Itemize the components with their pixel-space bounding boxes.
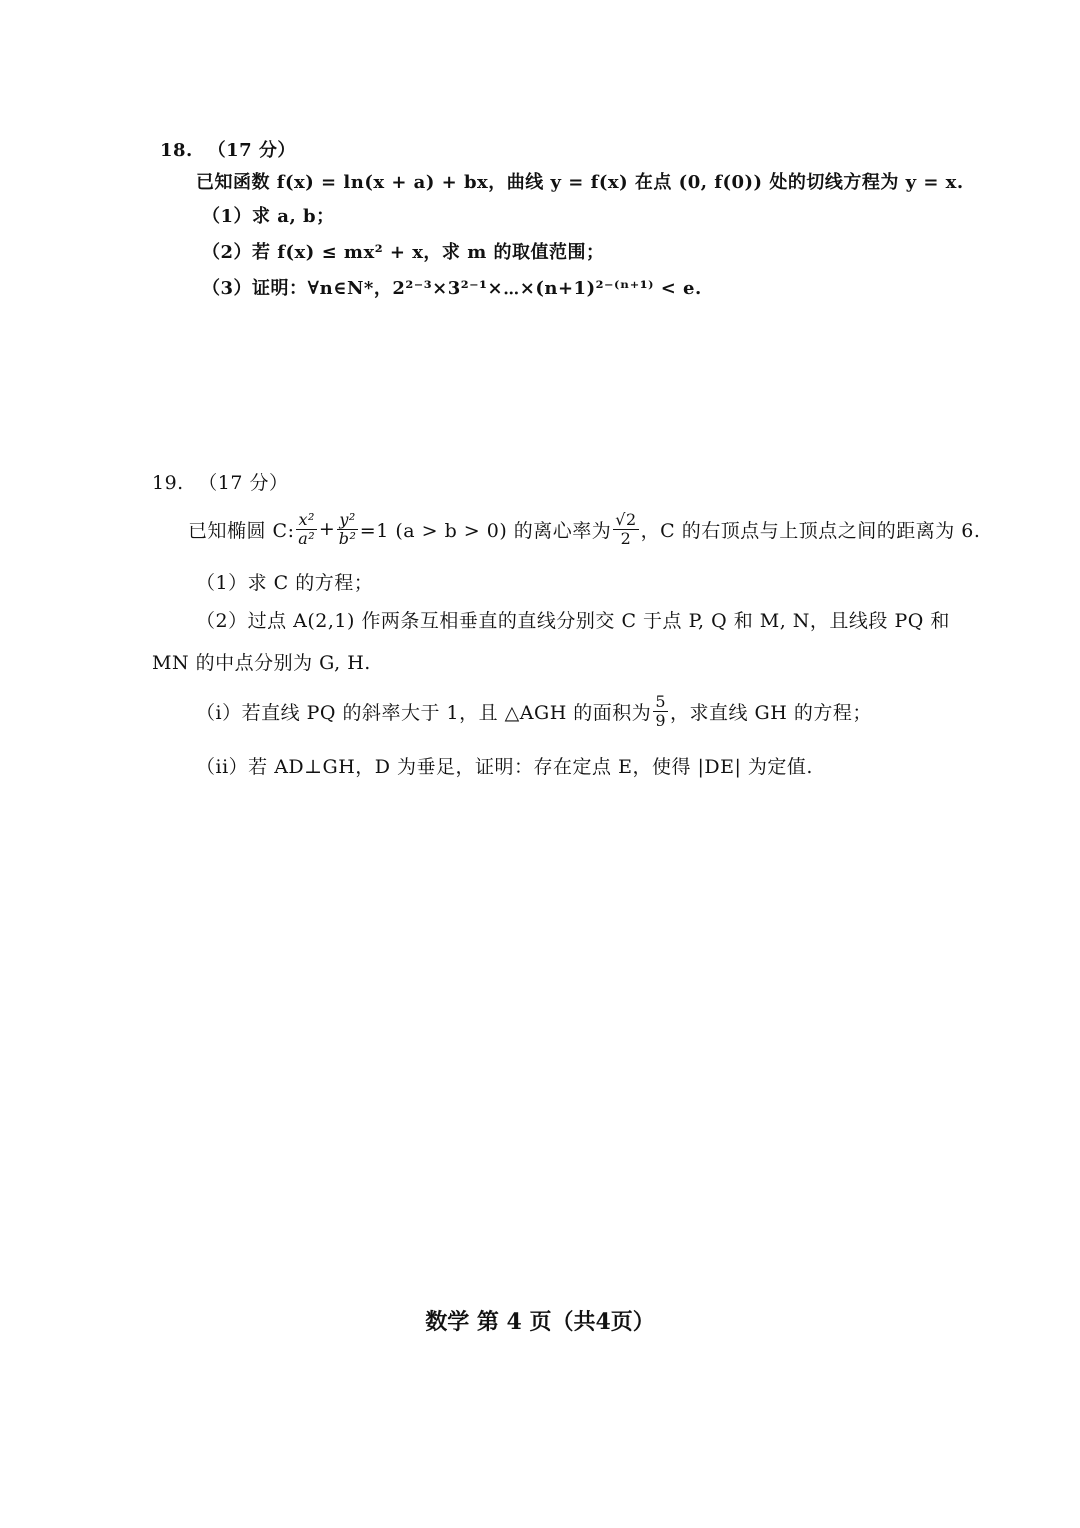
question-points: （17 分） — [207, 140, 296, 161]
sub-i-prefix: （i）若直线 PQ 的斜率大于 1，且 △AGH 的面积为 — [196, 701, 652, 724]
fraction-5-over-9 — [653, 691, 668, 730]
question-18-stem: 已知函数 f(x) = ln(x + a) + bx，曲线 y = f(x) 在点 (0, f(0)) 处的切线方程为 y = x. — [196, 172, 964, 193]
stem-middle: =1 (a > b > 0) 的离心率为 — [359, 519, 612, 542]
question-19-part-2-line-1: （2）过点 A(2,1) 作两条互相垂直的直线分别交 C 于点 P, Q 和 M, N，且线段 PQ 和 — [196, 610, 950, 632]
question-19-stem — [188, 506, 980, 552]
question-18-header — [160, 136, 296, 162]
numerator: x² — [298, 509, 315, 529]
plus-sign: + — [318, 518, 336, 540]
denominator: b² — [338, 528, 357, 548]
denominator: a² — [298, 528, 316, 548]
fraction-y2-b2 — [337, 509, 357, 548]
question-18-part-3: （3）证明：∀n∈N*，2²⁻³×3²⁻¹×⋯×(n+1)²⁻⁽ⁿ⁺¹⁾ < e. — [202, 278, 702, 299]
question-number: 18. — [160, 140, 193, 161]
question-19-header — [152, 468, 288, 495]
stem-prefix: 已知椭圆 C: — [188, 519, 295, 542]
question-18-part-1: （1）求 a, b； — [202, 206, 335, 227]
question-19-sub-i — [196, 688, 872, 734]
fraction-x2-a2 — [296, 509, 316, 548]
page-footer: 数学 第 4 页（共4页） — [425, 1309, 655, 1335]
question-19-sub-ii: （ii）若 AD⊥GH，D 为垂足，证明：存在定点 E，使得 |DE| 为定值. — [196, 756, 813, 778]
question-18-part-2: （2）若 f(x) ≤ mx² + x，求 m 的取值范围； — [202, 242, 605, 263]
question-points: （17 分） — [198, 472, 289, 494]
sub-i-suffix: ，求直线 GH 的方程； — [670, 701, 872, 724]
stem-suffix: ，C 的右顶点与上顶点之间的距离为 6. — [640, 519, 981, 542]
denominator: 9 — [655, 710, 666, 730]
question-19-part-1: （1）求 C 的方程； — [196, 572, 374, 594]
question-number: 19. — [152, 472, 184, 494]
numerator: y² — [339, 509, 356, 529]
fraction-sqrt2-over-2 — [613, 509, 638, 548]
denominator: 2 — [620, 528, 632, 548]
numerator: √2 — [615, 509, 637, 529]
numerator: 5 — [655, 691, 666, 711]
question-19-part-2-line-2: MN 的中点分别为 G, H. — [152, 652, 371, 674]
